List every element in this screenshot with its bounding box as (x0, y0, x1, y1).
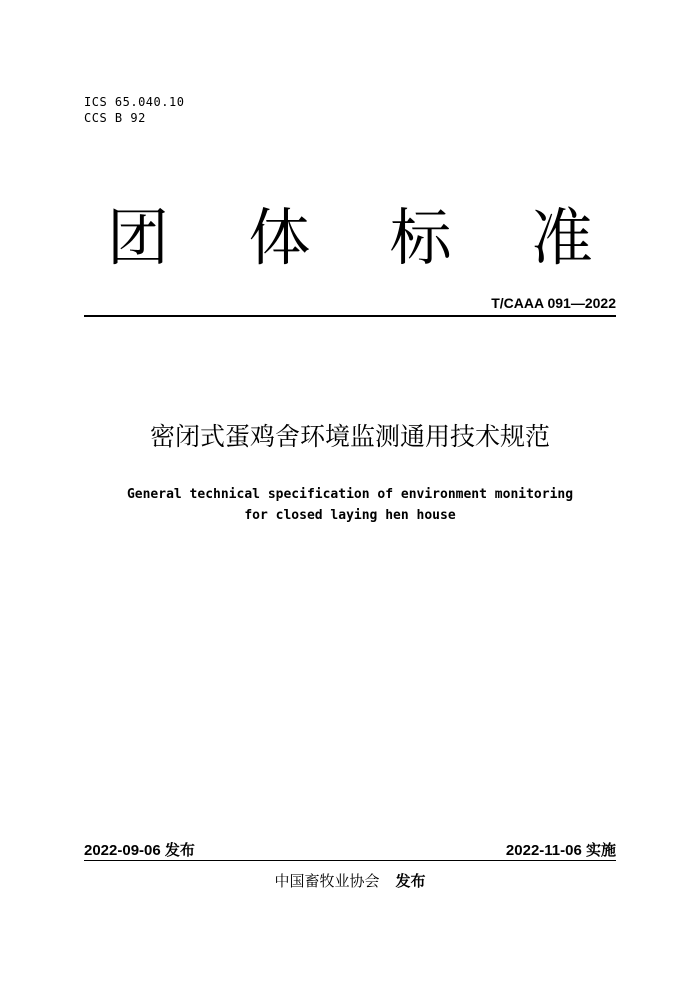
doc-type-char-2: 体 (248, 201, 311, 274)
title-english-line-2: for closed laying hen house (244, 508, 456, 523)
top-divider (84, 315, 616, 317)
title-english-line-1: General technical specification of environment monitoring (126, 487, 574, 502)
standard-number: T/CAAA 091—2022 (491, 295, 616, 311)
doc-type-char-3: 标 (389, 201, 452, 274)
bottom-divider (84, 860, 616, 861)
issue-action: 发布 (395, 872, 426, 890)
title-english (0, 484, 700, 526)
ics-code: ICS 65.040.10 (84, 95, 185, 109)
issuing-organization: 中国畜牧业协会 (274, 872, 380, 890)
publish-date: 2022-09-06 发布 (84, 842, 195, 859)
ccs-code: CCS B 92 (84, 111, 146, 125)
doc-type-char-1: 团 (106, 201, 169, 274)
implement-date: 2022-11-06 实施 (505, 842, 616, 859)
classification-codes (84, 94, 184, 126)
title-chinese: 密闭式蛋鸡舍环境监测通用技术规范 (149, 422, 550, 451)
doc-type-char-4: 准 (530, 201, 593, 274)
issuer-line (0, 871, 700, 891)
document-type-heading (100, 200, 600, 276)
